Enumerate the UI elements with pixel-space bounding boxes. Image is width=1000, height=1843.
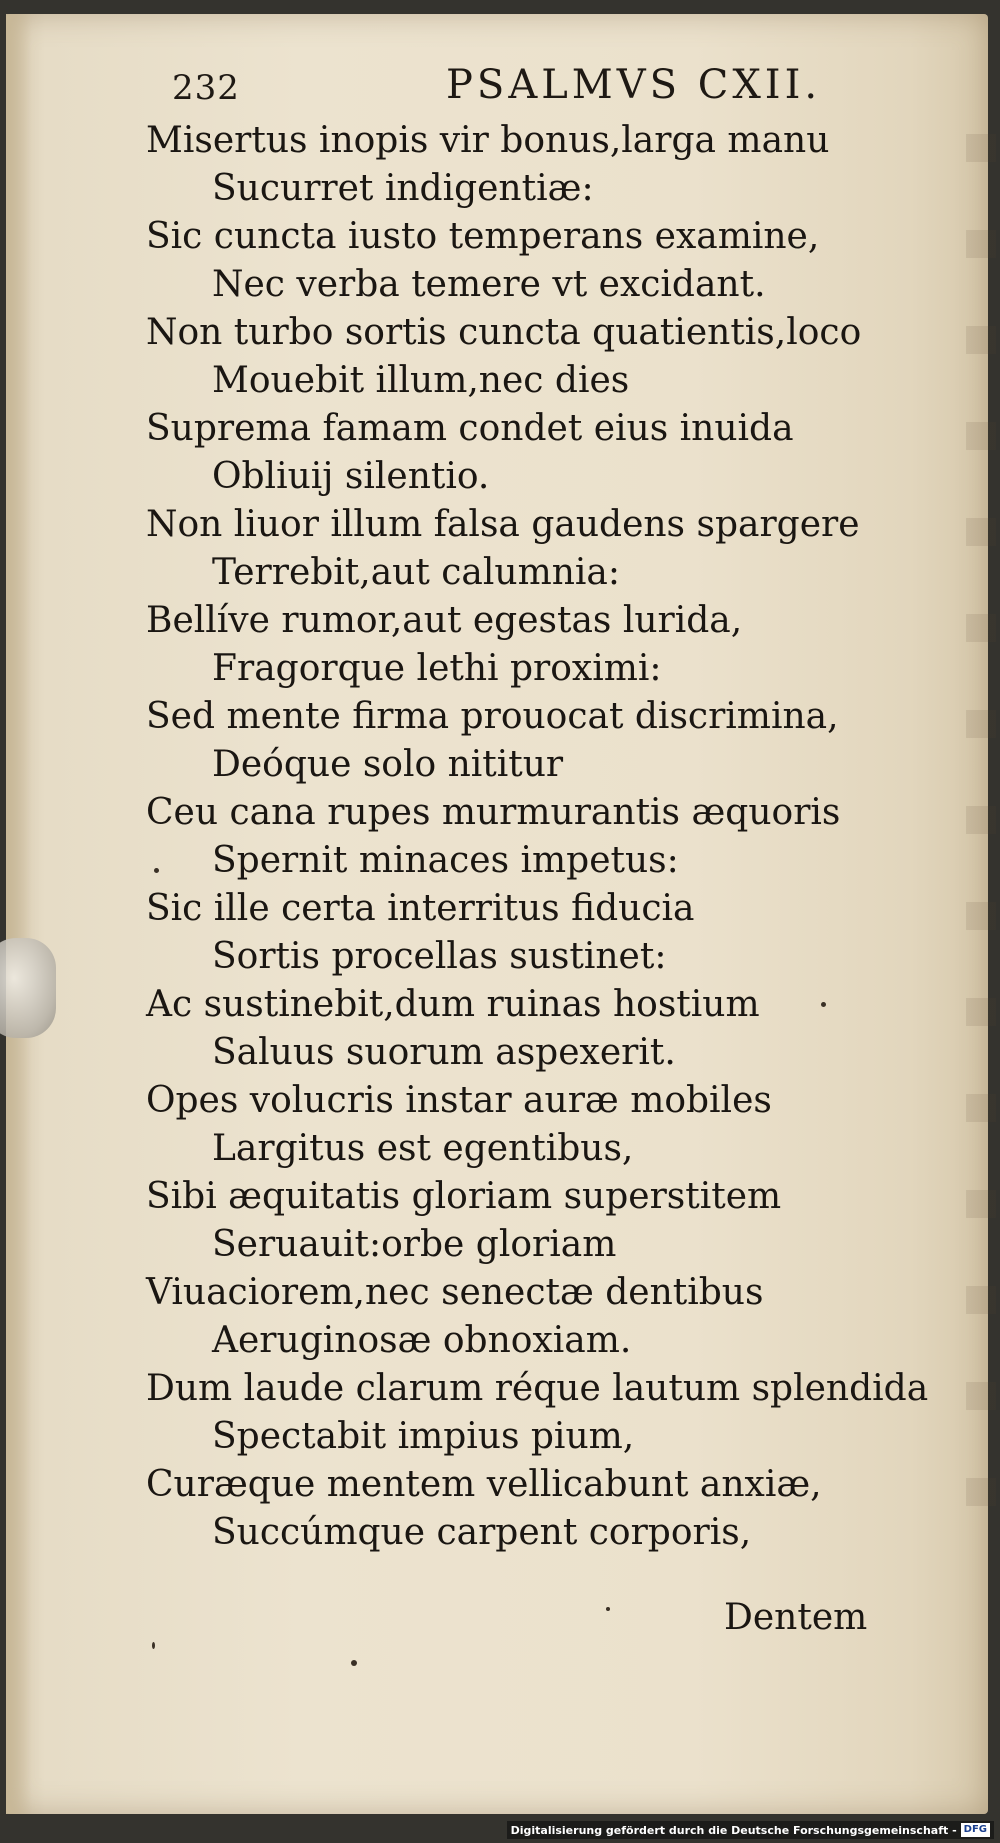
verse-line: Nec verba temere vt excidant. <box>212 264 766 305</box>
ink-speck <box>821 1002 826 1007</box>
verse-line: Sic cuncta iusto temperans examine, <box>146 216 820 257</box>
verse-line: Sucurret indigentiæ: <box>212 168 594 209</box>
page-gutter-shadow <box>6 14 32 1814</box>
ink-speck <box>152 1642 155 1649</box>
verse-line: Misertus inopis vir bonus,larga manu <box>146 120 830 161</box>
verse-line: Dum laude clarum réque lautum splendida <box>146 1368 929 1409</box>
verse-line: Bellíve rumor,aut egestas lurida, <box>146 600 743 641</box>
verse-line: Seruauit:orbe gloriam <box>212 1224 617 1265</box>
verse-line: Deóque solo nititur <box>212 744 564 785</box>
ink-speck <box>606 1607 610 1611</box>
verse-line: Largitus est egentibus, <box>212 1128 634 1169</box>
verse-line: Sed mente firma prouocat discrimina, <box>146 696 839 737</box>
verse-line: Viuaciorem,nec senectæ dentibus <box>146 1272 764 1313</box>
verse-line: Obliuij silentio. <box>212 456 490 497</box>
verse-line: Sortis procellas sustinet: <box>212 936 667 977</box>
verse-line: Saluus suorum aspexerit. <box>212 1032 676 1073</box>
page-holder-clip <box>0 938 56 1038</box>
verse-line: Spernit minaces impetus: <box>212 840 679 881</box>
verse-line: Suprema famam condet eius inuida <box>146 408 794 449</box>
verse-line: Terrebit,aut calumnia: <box>212 552 621 593</box>
dfg-logo: DFG <box>961 1823 990 1837</box>
catchword: Dentem <box>724 1597 868 1638</box>
verse-line: Sibi æquitatis gloriam superstitem <box>146 1176 782 1217</box>
running-head: PSALMVS CXII. <box>446 62 822 108</box>
verse-line: Curæque mentem vellicabunt anxiæ, <box>146 1464 822 1505</box>
verse-line: Sic ille certa interritus fiducia <box>146 888 695 929</box>
verse-line: Fragorque lethi proximi: <box>212 648 662 689</box>
ink-speck <box>351 1660 357 1666</box>
verse-line: Non turbo sortis cuncta quatientis,loco <box>146 312 862 353</box>
book-page <box>6 14 988 1814</box>
credit-text: Digitalisierung gefördert durch die Deutsche Forschungsgemeinschaft - <box>510 1823 957 1837</box>
verse-line: Opes volucris instar auræ mobiles <box>146 1080 772 1121</box>
ink-speck <box>154 868 159 873</box>
digitization-credit <box>507 1821 994 1839</box>
show-through-text <box>966 134 996 1534</box>
verse-line: Mouebit illum,nec dies <box>212 360 630 401</box>
page-header <box>6 62 988 122</box>
verse-line: Non liuor illum falsa gaudens spargere <box>146 504 860 545</box>
page-number: 232 <box>172 68 240 108</box>
verse-line: Succúmque carpent corporis, <box>212 1512 752 1553</box>
verse-line: Ac sustinebit,dum ruinas hostium <box>146 984 760 1025</box>
verse-line: Aeruginosæ obnoxiam. <box>212 1320 632 1361</box>
verse-line: Spectabit impius pium, <box>212 1416 635 1457</box>
verse-line: Ceu cana rupes murmurantis æquoris <box>146 792 841 833</box>
